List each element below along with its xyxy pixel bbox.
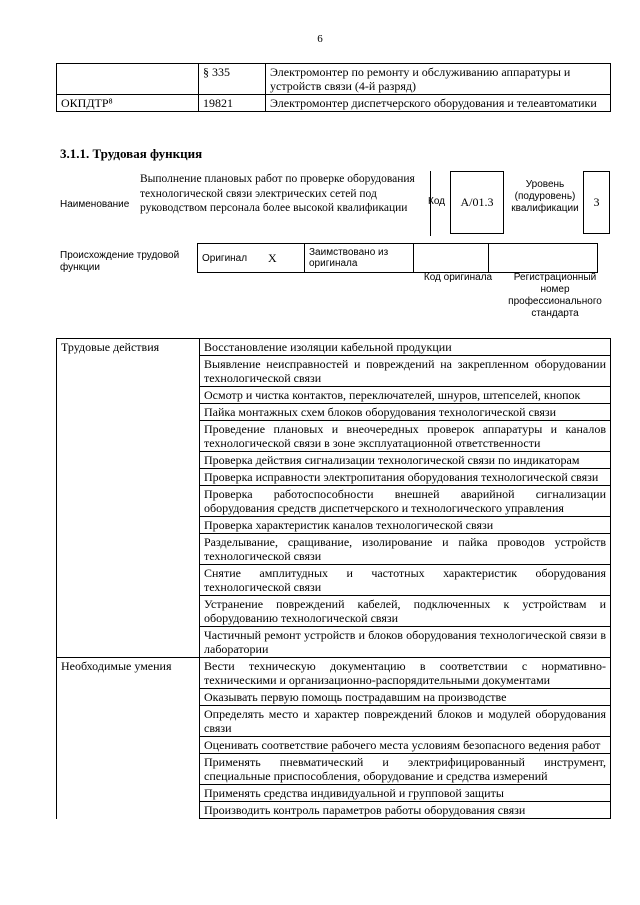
labor-action-item: Осмотр и чистка контактов, переключателей, шнуров, штепселей, кнопок xyxy=(200,387,611,404)
code-cell: 19821 xyxy=(199,95,266,112)
labor-action-item: Проверка исправности электропитания оборудования технологической связи xyxy=(200,469,611,486)
level-label: Уровень (подуровень) квалификации xyxy=(511,179,579,214)
classifier-table xyxy=(56,63,611,112)
requirements-table xyxy=(56,338,611,819)
table-row xyxy=(57,339,611,356)
reg-number-cell xyxy=(489,244,598,273)
code-label: Код xyxy=(428,196,446,207)
occupation-cell: Электромонтер диспетчерского оборудования и телеавтоматики xyxy=(266,95,611,112)
labor-action-item: Выявление неисправностей и повреждений на закрепленном оборудовании технологической связи xyxy=(200,356,611,387)
classifier-cell xyxy=(57,64,199,95)
function-code: А/01.3 xyxy=(450,171,504,234)
table-row xyxy=(57,95,611,112)
function-name: Выполнение плановых работ по проверке оборудования технологической связи электрических сетей под руководством персонала более высокой квалификации xyxy=(134,171,431,236)
level-value: 3 xyxy=(583,171,610,234)
labor-action-item: Проведение плановых и внеочередных проверок аппаратуры и каналов технологической связи в зоне эксплуатационной ответственности xyxy=(200,421,611,452)
labor-action-item: Частичный ремонт устройств и блоков оборудования технологической связи в лаборатории xyxy=(200,627,611,658)
page-number: 6 xyxy=(317,33,323,45)
original-code-cell xyxy=(414,244,489,273)
code-cell: § 335 xyxy=(199,64,266,95)
skill-item: Оказывать первую помощь пострадавшим на производстве xyxy=(200,689,611,706)
skill-item: Определять место и характер повреждений блоков и модулей оборудования связи xyxy=(200,706,611,737)
occupation-cell: Электромонтер по ремонту и обслуживанию аппаратуры и устройств связи (4-й разряд) xyxy=(266,64,611,95)
labor-action-item: Пайка монтажных схем блоков оборудования технологической связи xyxy=(200,404,611,421)
table-row xyxy=(57,658,611,689)
labor-actions-section xyxy=(57,339,611,658)
origin-label: Происхождение трудовой функции xyxy=(60,250,180,273)
borrowed-label: Заимствовано из оригинала xyxy=(305,244,414,273)
labor-action-item: Восстановление изоляции кабельной продукции xyxy=(200,339,611,356)
skills-section xyxy=(57,658,611,819)
classifier-cell: ОКПДТР⁸ xyxy=(57,95,199,112)
section-heading: 3.1.1. Трудовая функция xyxy=(60,146,203,161)
origin-table xyxy=(197,243,598,273)
skill-item: Производить контроль параметров работы оборудования связи xyxy=(200,802,611,819)
skill-item: Вести техническую документацию в соответствии с нормативно-техническими и организационно-распорядительными документами xyxy=(200,658,611,689)
labor-action-item: Устранение повреждений кабелей, подключенных к устройствам и оборудованию технологической связи xyxy=(200,596,611,627)
skill-item: Применять пневматический и электрифицированный инструмент, специальные приспособления, оборудование и средства измерений xyxy=(200,754,611,785)
labor-action-item: Проверка работоспособности внешней аварийной сигнализации оборудования средств диспетчерского и технологического управления xyxy=(200,486,611,517)
labor-action-item: Проверка характеристик каналов технологической связи xyxy=(200,517,611,534)
original-code-label: Код оригинала xyxy=(423,272,493,283)
name-label: Наименование xyxy=(60,199,130,210)
skill-item: Применять средства индивидуальной и групповой защиты xyxy=(200,785,611,802)
table-row xyxy=(57,64,611,95)
original-mark: X xyxy=(264,244,305,273)
original-label: Оригинал xyxy=(198,244,265,273)
skill-item: Оценивать соответствие рабочего места условиям безопасного ведения работ xyxy=(200,737,611,754)
labor-action-item: Снятие амплитудных и частотных характеристик оборудования технологической связи xyxy=(200,565,611,596)
labor-action-item: Разделывание, сращивание, изолирование и пайка проводов устройств технологической связи xyxy=(200,534,611,565)
labor-actions-label: Трудовые действия xyxy=(57,339,200,658)
table-row xyxy=(198,244,598,273)
skills-label: Необходимые умения xyxy=(57,658,200,819)
labor-action-item: Проверка действия сигнализации технологической связи по индикаторам xyxy=(200,452,611,469)
reg-number-label: Регистрационный номер профессионального стандарта xyxy=(508,272,602,319)
